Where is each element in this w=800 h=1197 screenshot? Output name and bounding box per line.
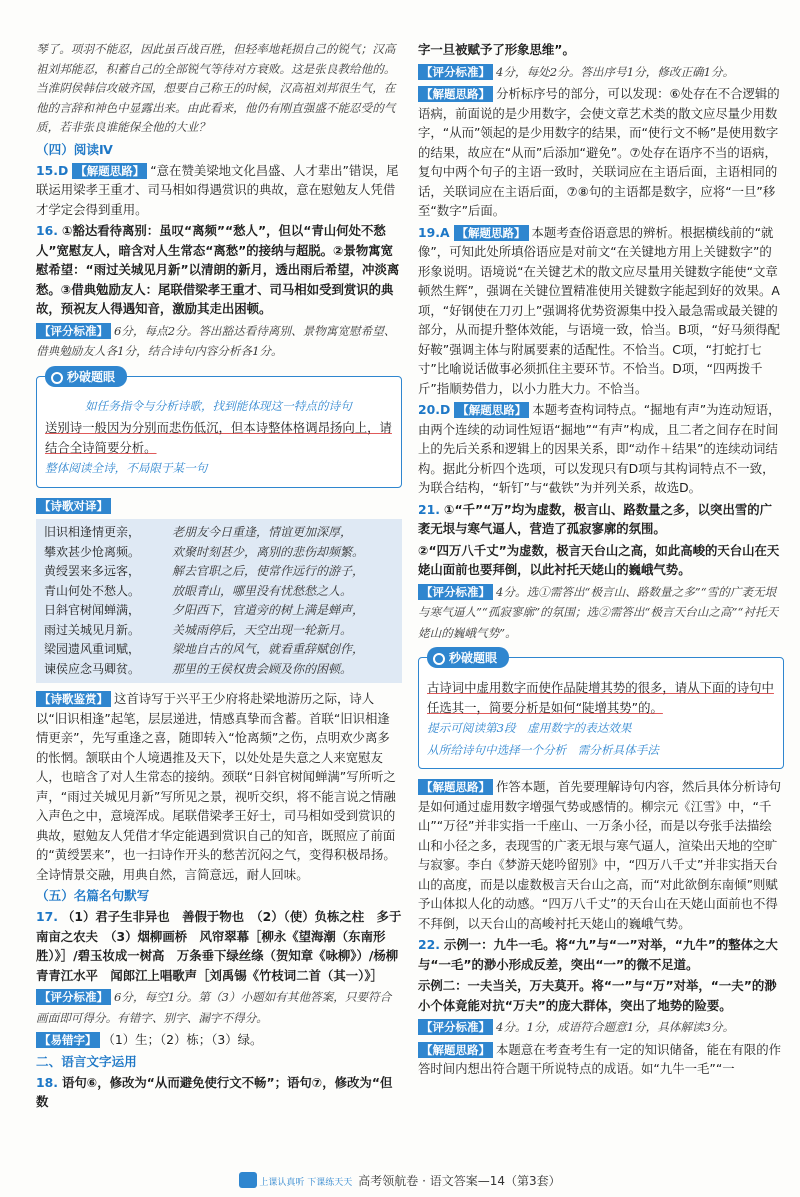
q17-text: （1）君子生非异也 善假于物也 （2）（使）负栋之柱 多于南亩之农夫 （3）烟柳画桥 风帘翠幕［柳永《望海潮（东南形胜）》］/碧玉妆成一树高 万条垂下绿丝绦（贺知章《咏柳》）/杨柳青青江水平 闻郎江上唱歌声［刘禹锡《竹枝词二首（其一）》］ <box>36 909 402 983</box>
poem-tag: 【诗歌对译】 <box>36 498 111 514</box>
q19 <box>418 223 784 399</box>
poem-translation-header <box>36 496 402 516</box>
tip-box-2-title: 秒破题眼 <box>427 647 509 668</box>
q16 <box>36 221 402 319</box>
q21-analysis <box>418 777 784 933</box>
q17-number: 17. <box>36 909 58 924</box>
appreciation-tag: 【诗歌鉴赏】 <box>36 691 111 707</box>
q16-text: ①豁达看待离别：虽叹“离频”“愁人”，但以“青山何处不愁人”宽慰友人，暗含对人生常态“离愁”的接纳与超脱。②景物寓宽慰希望：“雨过关城见月新”以清朗的新月，透出雨后希望，冲淡离愁。③借典勉励友人：尾联借梁孝王重才、司马相如受到赏识的典故，预祝友人得遇知音，激励其走出困顿。 <box>36 223 400 316</box>
section-reading-4: （四）阅读Ⅳ <box>36 141 113 157</box>
tip-box-1-title: 秒破题眼 <box>45 366 127 387</box>
page-footer <box>0 1172 800 1189</box>
poem-line-translation: 夕阳西下，官道旁的树上满是蝉声， <box>172 603 365 617</box>
section-language-use: 二、语言文字运用 <box>36 1053 137 1069</box>
q18-score-tag: 【评分标准】 <box>418 64 493 80</box>
q20-text: 本题考查构词特点。“掘地有声”为连动短语，由两个连续的动词性短语“掘地”“有声”构成，且二者之间存在时间上的先后关系和逻辑上的因果关系，即“动作＋结果”的连续动词结构。据此分析四个选项，可以发现只有D项与其构词特点不一致，为联合结构，“斩钉”与“截铁”为并列关系，故选D。 <box>418 402 781 495</box>
q18-continued: 字一旦被赋予了形象思维”。 <box>418 42 575 57</box>
q16-score <box>36 321 402 362</box>
q18-analysis <box>418 84 784 221</box>
q22-score-tag: 【评分标准】 <box>418 1019 493 1035</box>
q15 <box>36 161 402 220</box>
q22-analysis <box>418 1040 784 1079</box>
q18-number: 18. <box>36 1074 58 1090</box>
tip-box-2-note-1: 提示可阅读第3段 虚用数字的表达效果 <box>427 721 632 735</box>
q17-error-text: （1）生；（2）栋；（3）绿。 <box>102 1032 263 1047</box>
right-column <box>418 40 784 1160</box>
poem-line-translation: 那里的王侯权贵会顾及你的困顿。 <box>172 661 353 676</box>
poem-line-original: 青山何处不愁人。 <box>44 583 141 598</box>
q20 <box>418 400 784 498</box>
q21-tag: 【解题思路】 <box>418 779 493 795</box>
q18-tag: 【解题思路】 <box>418 86 493 102</box>
q15-number: 15.D <box>36 162 69 178</box>
q22-example-2: 示例二：一夫当关，万夫莫开。将“一”与“万”对举，“一夫”的渺小个体竟能对抗“万夫”的庞大群体，突出了地势的险要。 <box>418 978 777 1013</box>
left-column <box>36 40 402 1160</box>
appreciation-text: 这首诗写于兴平王少府将赴梁地游历之际，诗人以“旧识相逢”起笔，层层递进，情感真挚而含蓄。首联“旧识相逢情更亲”，先写重逢之喜，随即转入“怆离频”之伤，点明欢少离多的怅惘。颔联由个人境遇推及天下，以处处是失意之人来宽慰友人，也暗含了对人生常态的接纳。颈联“日斜官树闻蝉满”写所听之声，“雨过关城见月新”写所见之景，视听交织，将不能言说之情融入声色之中，意境浑成。尾联借梁孝王好士，司马相如受到赏识的典故，慰勉友人凭借才华定能遇到赏识自己的知音，既照应了前面的“黄绶罢来”，也一扫诗作开头的愁苦沉闷之气，变得积极昂扬。全诗情景交融，用典自然，言简意远，耐人回味。 <box>36 691 396 882</box>
poem-line-original: 旧识相逢情更亲， <box>44 525 141 539</box>
q17-errors <box>36 1030 402 1050</box>
target-icon <box>433 653 445 665</box>
target-icon <box>51 372 63 384</box>
q22-analysis-text: 本题意在考查考生有一定的知识储备，能在有限的作答时间内想出符合题干所说特点的成语。如“九牛一毛”“一 <box>418 1041 781 1076</box>
poem-line-translation: 关城雨停后，天空出现一轮新月。 <box>172 622 353 637</box>
poem-line-original: 日斜官树闻蝉满， <box>44 603 141 617</box>
poem-line-translation: 老朋友今日重逢，情谊更加深厚， <box>172 525 353 539</box>
poem-line-translation: 欢聚时刻甚少，离别的悲伤却频繁。 <box>172 544 365 559</box>
q18 <box>36 1073 402 1112</box>
tip-box-1-note-1: 如任务指令与分析诗歌，找到能体现这一特点的诗句 <box>85 398 352 413</box>
q18-analysis-text: 分析标序号的部分，可以发现：⑥处存在不合逻辑的语病，前面说的是少用数字，会使文章艺术类的散文应尽量少用数字，“从而”领起的是少用数字的结果，而“使行文不畅”是使用数字的结果，故应在“从而”后添加“避免”。⑦处存在语序不当的语病，复句中两个句子的主语一致时，关联词应在主语后面，主语相同的话，关联词应在主语后面，⑦⑧句的主语都是数字，应将“一旦”移至“数字”后面。 <box>418 86 780 218</box>
q18-text: 语句⑥，修改为“从而避免使行文不畅”；语句⑦，修改为“但数 <box>36 1074 393 1109</box>
q21-text-1: ①“千”“万”均为虚数，极言山、路数量之多，以突出雪的广袤无垠与寒气逼人，营造了孤寂寥廓的氛围。 <box>418 501 773 536</box>
poem-translation-table <box>36 519 402 683</box>
q17-score <box>36 987 402 1028</box>
q15-text: “意在赞美梁地文化昌盛、人才辈出”错误，尾联运用梁孝王重才、司马相如得遇赏识的典故，意在慰勉友人凭借才学定会得到重用。 <box>36 162 399 217</box>
tip-box-1-text: 送别诗一般因为分别而悲伤低沉，但本诗整体格调昂扬向上，请结合全诗简要分析。 <box>45 420 392 455</box>
poem-line-translation: 梁地自古的风气，就看重辞赋创作， <box>172 642 365 656</box>
poem-line-original: 攀欢甚少怆离频。 <box>44 544 141 559</box>
q18-score-text: 4分，每处2分。答出序号1分，修改正确1分。 <box>496 64 735 79</box>
q21-score-tag: 【评分标准】 <box>418 584 493 600</box>
tip-box-2-text: 古诗词中虚用数字而使作品陡增其势的很多，请从下面的诗句中任选其一，简要分析是如何“陡增其势”的。 <box>427 680 774 715</box>
footer-text: 高考领航卷 · 语文答案—14（第3套） <box>358 1174 561 1188</box>
poem-line-original: 谏侯应念马卿贫。 <box>44 661 141 676</box>
tip-box-2-note-2: 从所给诗句中选择一个分析 需分析具体手法 <box>427 742 659 757</box>
left-top-paragraph: 琴了。项羽不能忍，因此虽百战百胜，但轻率地耗损自己的锐气；汉高祖刘邦能忍，积蓄自己的全部锐气等待对方衰败。这是张良教给他的。当淮阴侯韩信攻破齐国，想要自己称王的时候，汉高祖刘邦很生气，在他的言辞和神色中显露出来。由此看来，他仍有刚直强盛不能忍受的气质，若非张良谁能保全他的大业？ <box>36 42 396 134</box>
footer-slogan: 上课认真听 下课练天天 <box>259 1178 353 1188</box>
q18-score <box>418 62 784 83</box>
q19-text: 本题考查俗语意思的辨析。根据横线前的“就像”，可知此处所填俗语应是对前文“在关键地方用上关键数字”的形象说明。语境说“在关键艺术的散文应尽量用关键数字能使“文章顿然生辉”，强调在关键位置精准使用关键数字能起到好的效果。A项，“好钢使在刀刃上”强调将优势资源集中投入最急需或最关键的部分，从而提升整体效能，与语境一致，恰当。B项，“好马须得配好鞍”强调主体与附属要素的适配性。不恰当。C项，“打蛇打七寸”比喻说话做事必须抓住主要环节。不恰当。D项，“四两拨千斤”指顺势借力，以小力胜大力。不恰当。 <box>418 224 780 396</box>
q16-score-tag: 【评分标准】 <box>36 323 111 339</box>
q17-score-text: 6分，每空1分。第（3）小题如有其他答案，只要符合画面即可得分。有错字、别字、漏字不得分。 <box>36 990 392 1025</box>
q17-error-tag: 【易错字】 <box>36 1032 100 1048</box>
poem-line-original: 梁园遗风重词赋， <box>44 642 141 656</box>
tip-box-2 <box>418 651 784 769</box>
q22-tag: 【解题思路】 <box>418 1042 493 1058</box>
q22-score <box>418 1017 784 1038</box>
q15-tag: 【解题思路】 <box>72 163 147 179</box>
q17-score-tag: 【评分标准】 <box>36 989 111 1005</box>
q21-score <box>418 582 784 644</box>
tip-box-1-note-2: 整体阅读全诗，不局限于某一句 <box>45 461 208 475</box>
q19-tag: 【解题思路】 <box>454 225 529 241</box>
q21-point-1 <box>418 500 784 539</box>
q20-number: 20.D <box>418 402 451 417</box>
q19-number: 19.A <box>418 224 450 240</box>
q22-example-1 <box>418 935 784 974</box>
poem-appreciation <box>36 689 402 884</box>
q17 <box>36 907 402 985</box>
q16-number: 16. <box>36 223 58 238</box>
q16-score-text: 6分，每点2分。答出豁达看待离别、景物寓宽慰希望、借典勉励友人各1分，结合诗句内容分析各1分。 <box>36 323 396 358</box>
q20-tag: 【解题思路】 <box>454 402 529 418</box>
q22-score-text: 4分。1分，成语符合题意1分，具体解读3分。 <box>496 1020 735 1034</box>
q21-analysis-text: 作答本题，首先要理解诗句内容，然后具体分析诗句是如何通过虚用数字增强气势或感情的。柳宗元《江雪》中，“千山”“万径”并非实指一千座山、一万条小径，而是以夸张手法描绘山和小径之多，表现雪的广袤无垠与寒气逼人，渲染出天地的空旷与寂寥。李白《梦游天姥吟留别》中，“四万八千丈”并非实指天台山的高度，而是以虚数极言天台山之高，而“对此欲倒东南倾”则赋予山体拟人化的动感。“四万八千丈”的天台山在天姥山面前也不得不拜倒，以天台山的高峻衬托天姥山的巍峨气势。 <box>418 779 781 931</box>
tip-box-1 <box>36 369 402 488</box>
q21-score-text: 4分。选①需答出“极言山、路数量之多”“雪的广袤无垠与寒气逼人”“孤寂寥廓”的氛围；选②需答出“极言天台山之高”“衬托天姥山的巍峨气势”。 <box>418 584 779 640</box>
poem-line-original: 黄绶罢来多远客， <box>44 564 141 578</box>
section-recitation: （五）名篇名句默写 <box>36 888 150 903</box>
q22-number: 22. <box>418 937 440 952</box>
poem-line-translation: 放眼青山，哪里没有忧愁愁之人。 <box>172 583 353 598</box>
poem-line-original: 雨过关城见月新。 <box>44 622 141 637</box>
poem-line-translation: 解去官职之后，使常作远行的游子， <box>172 564 365 578</box>
q21-point-2: ②“四万八千丈”为虚数，极言天台山之高，如此高峻的天台山在天姥山面前也要拜倒，以此衬托天姥山的巍峨气势。 <box>418 542 780 577</box>
q21-number: 21. <box>418 501 440 517</box>
q22-example-1-text: 示例一：九牛一毛。将“九”与“一”对举，“九牛”的整体之大与“一毛”的渺小形成反差，突出“一”的微不足道。 <box>418 937 778 972</box>
brand-logo-icon <box>239 1172 257 1188</box>
